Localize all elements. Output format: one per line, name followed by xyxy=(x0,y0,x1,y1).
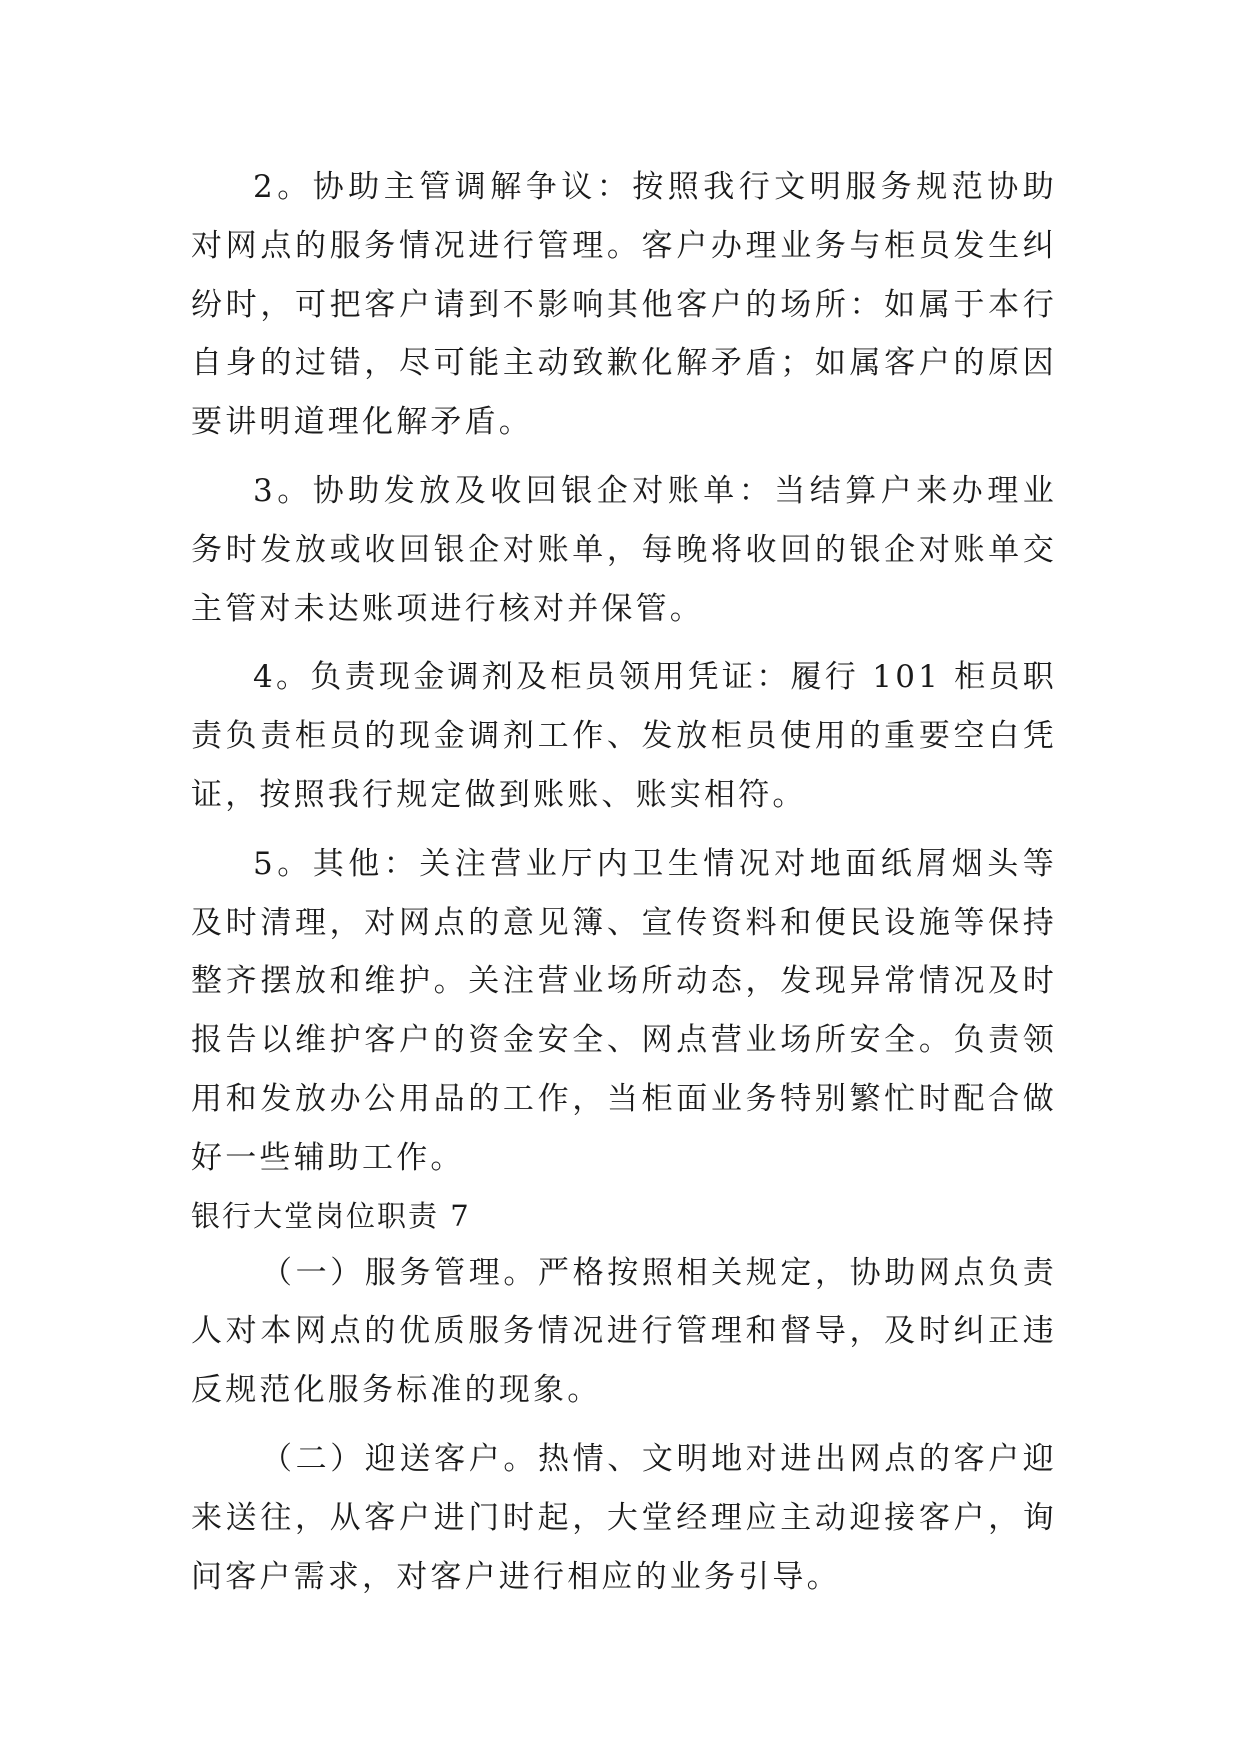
paragraph-item-4: 4。负责现金调剂及柜员领用凭证：履行 101 柜员职责负责柜员的现金调剂工作、发放柜员使用的重要空白凭证，按照我行规定做到账账、账实相符。 xyxy=(191,659,1057,813)
paragraph-item-2: 2。协助主管调解争议：按照我行文明服务规范协助对网点的服务情况进行管理。客户办理业务与柜员发生纠纷时，可把客户请到不影响其他客户的场所：如属于本行自身的过错，尽可能主动致歉化解矛盾；如属客户的原因要讲明道理化解矛盾。 xyxy=(191,169,1057,441)
document-body xyxy=(191,158,1057,1606)
paragraph-item-5: 5。其他：关注营业厅内卫生情况对地面纸屑烟头等及时清理，对网点的意见簿、宣传资料和便民设施等保持整齐摆放和维护。关注营业场所动态，发现异常情况及时报告以维护客户的资金安全、网点营业场所安全。负责领用和发放办公用品的工作，当柜面业务特别繁忙时配合做好一些辅助工作。 xyxy=(191,845,1057,1176)
paragraph-item-3: 3。协助发放及收回银企对账单：当结算户来办理业务时发放或收回银企对账单，每晚将收回的银企对账单交主管对未达账项进行核对并保管。 xyxy=(191,472,1057,627)
section-heading: 银行大堂岗位职责 7 xyxy=(191,1198,471,1233)
paragraph-greet-customers: （二）迎送客户。热情、文明地对进出网点的客户迎来送往，从客户进门时起，大堂经理应主动迎接客户，询问客户需求，对客户进行相应的业务引导。 xyxy=(191,1440,1057,1595)
paragraph-service-management: （一）服务管理。严格按照相关规定，协助网点负责人对本网点的优质服务情况进行管理和督导，及时纠正违反规范化服务标准的现象。 xyxy=(191,1254,1057,1409)
